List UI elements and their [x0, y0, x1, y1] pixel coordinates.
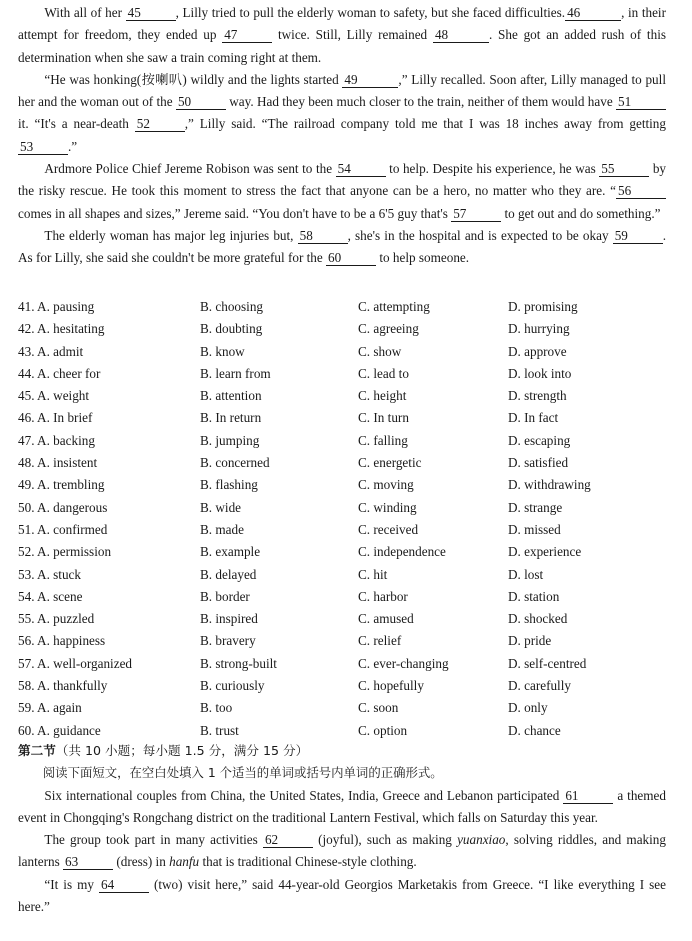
option-choice[interactable]: B. flashing [200, 477, 258, 493]
option-row [18, 653, 678, 675]
option-choice[interactable]: D. escaping [508, 432, 571, 448]
option-choice[interactable]: C. falling [358, 432, 408, 448]
option-choice[interactable]: D. In fact [508, 410, 559, 426]
option-choice[interactable]: D. pride [508, 633, 552, 649]
passage-text: , Lilly tried to pull the elderly woman to safety, but she faced difficulties. [175, 5, 566, 20]
section-heading [18, 740, 666, 762]
option-choice[interactable]: D. experience [508, 544, 582, 560]
passage-paragraph-2 [18, 69, 666, 158]
passage-text: a themed event in Chongqing's Rongchang district on the traditional Lantern Festival, which falls on Saturday this year. [18, 787, 666, 825]
option-choice[interactable]: B. learn from [200, 365, 271, 381]
option-row [18, 296, 678, 318]
option-choice[interactable]: C. In turn [358, 410, 409, 426]
option-row [18, 630, 678, 652]
italic-term: hanfu [169, 854, 200, 870]
passage-text: . She got an added rush of this determination when she saw a train coming right at them. [18, 27, 666, 65]
option-row [18, 318, 678, 340]
option-choice[interactable]: C. amused [358, 611, 414, 627]
blank-64[interactable]: 64 [99, 877, 149, 893]
option-choice[interactable]: D. station [508, 588, 560, 604]
option-choice[interactable]: 59. A. again [18, 700, 82, 716]
option-choice[interactable]: D. look into [508, 365, 572, 381]
option-row [18, 697, 678, 719]
option-choice[interactable]: 46. A. In brief [18, 410, 93, 426]
option-choice[interactable]: D. shocked [508, 611, 568, 627]
option-row [18, 363, 678, 385]
passage-paragraph-4 [18, 225, 666, 270]
blank-58[interactable]: 58 [298, 228, 348, 244]
option-row [18, 341, 678, 363]
cloze-passage [18, 2, 666, 270]
option-choice[interactable]: D. strange [508, 499, 563, 515]
option-choice[interactable]: 57. A. well-organized [18, 655, 133, 671]
passage-text: that is traditional Chinese-style clothing. [199, 854, 417, 870]
passage-text: ,” Lilly recalled. Soon after, Lilly managed to pull her and the woman out of the [18, 71, 666, 110]
option-choice[interactable]: C. independence [358, 544, 446, 560]
section-2 [18, 740, 666, 918]
option-choice[interactable]: C. lead to [358, 365, 409, 381]
blank-55[interactable]: 55 [599, 161, 649, 177]
option-choice[interactable]: D. hurrying [508, 321, 570, 337]
option-choice[interactable]: 58. A. thankfully [18, 678, 108, 694]
option-choice[interactable]: 42. A. hesitating [18, 321, 105, 337]
blank-56[interactable]: 56 [616, 183, 666, 199]
option-choice[interactable]: B. choosing [200, 299, 264, 314]
option-choice[interactable]: B. delayed [200, 566, 257, 582]
passage-text: The group took part in many activities [44, 832, 263, 848]
section2-paragraph-1 [18, 785, 666, 830]
option-row [18, 720, 678, 742]
passage-text: .” [68, 138, 78, 154]
option-choice[interactable]: D. satisfied [508, 455, 569, 471]
option-row [18, 497, 678, 519]
option-choice[interactable]: C. agreeing [358, 321, 419, 337]
option-choice[interactable]: C. ever-changing [358, 655, 449, 671]
passage-text: With all of her [44, 5, 126, 20]
section-heading-detail: （共 10 小题；每小题 1.5 分，满分 15 分） [55, 743, 309, 758]
option-row [18, 474, 678, 496]
option-choice[interactable]: C. energetic [358, 455, 422, 471]
passage-text: to help. Despite his experience, he was [385, 161, 600, 177]
option-choice[interactable]: B. concerned [200, 455, 270, 471]
option-row [18, 385, 678, 407]
blank-49[interactable]: 49 [342, 72, 398, 88]
option-choice[interactable]: D. promising [508, 299, 578, 314]
passage-paragraph-3 [18, 158, 666, 225]
option-row [18, 564, 678, 586]
option-choice[interactable]: C. soon [358, 700, 399, 716]
passage-text: comes in all shapes and sizes,” Jereme said. “You don't have to be a 6'5 guy that's [18, 205, 452, 221]
passage-text: to get out and do something.” [501, 205, 661, 221]
option-choice[interactable]: B. doubting [200, 321, 263, 337]
option-choice[interactable]: 54. A. scene [18, 588, 83, 604]
blank-46[interactable]: 46 [565, 5, 621, 21]
blank-54[interactable]: 54 [336, 161, 386, 177]
passage-text: (dress) in [113, 854, 170, 870]
passage-text: (two) visit here,” said 44-year-old Georgios Marketakis from Greece. “I like everything I see here.” [18, 876, 666, 915]
option-choice[interactable]: C. show [358, 343, 402, 359]
option-choice[interactable]: D. withdrawing [508, 477, 591, 493]
option-choice[interactable]: B. attention [200, 388, 262, 404]
blank-60[interactable]: 60 [326, 250, 376, 266]
option-choice[interactable]: 43. A. admit [18, 343, 84, 359]
passage-text: , in their attempt for freedom, they ended up [18, 5, 666, 43]
blank-62[interactable]: 62 [263, 832, 313, 848]
option-choice[interactable]: B. wide [200, 499, 242, 515]
option-row [18, 541, 678, 563]
option-choice[interactable]: D. carefully [508, 678, 571, 694]
option-row [18, 608, 678, 630]
italic-term: yuanxiao [457, 832, 506, 848]
option-choice[interactable]: 51. A. confirmed [18, 521, 108, 537]
option-choice[interactable]: 47. A. backing [18, 432, 95, 448]
option-choice[interactable]: C. harbor [358, 588, 408, 604]
passage-text: (joyful), such as making [312, 832, 458, 848]
option-choice[interactable]: B. jumping [200, 432, 260, 448]
option-choice[interactable]: C. attempting [358, 299, 430, 314]
blank-52[interactable]: 52 [135, 116, 185, 132]
option-choice[interactable]: 50. A. dangerous [18, 499, 108, 515]
blank-61[interactable]: 61 [563, 788, 613, 804]
blank-53[interactable]: 53 [18, 139, 68, 155]
passage-text: twice. Still, Lilly remained [272, 27, 433, 43]
section-instruction: 阅读下面短文，在空白处填入 1 个适当的单词或括号内单词的正确形式。 [42, 765, 443, 781]
passage-paragraph-1 [18, 2, 666, 69]
blank-59[interactable]: 59 [613, 228, 663, 244]
passage-text: . As for Lilly, she said she couldn't be more grateful for the [18, 227, 666, 266]
option-choice[interactable]: B. know [200, 343, 245, 359]
option-choice[interactable]: 56. A. happiness [18, 633, 106, 649]
blank-57[interactable]: 57 [451, 206, 501, 222]
option-choice[interactable]: 41. A. pausing [18, 299, 95, 314]
option-choice[interactable]: B. too [200, 700, 233, 716]
passage-text: “It is my [44, 876, 99, 892]
option-choice[interactable]: B. curiously [200, 678, 265, 694]
passage-text: by the risky rescue. He took this moment to stress the fact that anyone can be a hero, no matter who they are. “ [18, 161, 667, 199]
option-choice[interactable]: D. only [508, 700, 548, 716]
passage-text: ,” Lilly said. “The railroad company told me that I was 18 inches away from getting [184, 116, 666, 132]
passage-text: The elderly woman has major leg injuries but, [44, 227, 298, 243]
option-row [18, 675, 678, 697]
option-choice[interactable]: B. strong-built [200, 655, 277, 671]
option-choice[interactable]: B. bravery [200, 633, 256, 649]
blank-50[interactable]: 50 [176, 94, 226, 110]
option-choice[interactable]: D. chance [508, 722, 561, 738]
option-row [18, 586, 678, 608]
blank-47[interactable]: 47 [222, 27, 272, 43]
section-heading-label: 第二节 [18, 743, 56, 758]
option-choice[interactable]: B. In return [200, 410, 262, 426]
passage-text: Ardmore Police Chief Jereme Robison was sent to the [44, 161, 336, 177]
option-choice[interactable]: 53. A. stuck [18, 566, 82, 582]
option-choice[interactable]: C. height [358, 388, 407, 404]
passage-text: “He was honking(按喇叭) wildly and the lights started [44, 71, 343, 87]
passage-text: , she's in the hospital and is expected to be okay [347, 227, 613, 243]
option-choice[interactable]: C. moving [358, 477, 414, 493]
option-choice[interactable]: C. option [358, 722, 408, 738]
passage-text: it. “It's a near-death [18, 116, 135, 132]
option-choice[interactable]: C. received [358, 521, 419, 537]
option-choice[interactable]: 45. A. weight [18, 388, 90, 404]
option-choice[interactable]: B. made [200, 521, 244, 537]
option-choice[interactable]: 49. A. trembling [18, 477, 105, 493]
passage-text: to help someone. [376, 250, 470, 266]
option-choice[interactable]: D. approve [508, 343, 567, 359]
option-choice[interactable]: B. border [200, 588, 250, 604]
option-row [18, 519, 678, 541]
option-choice[interactable]: C. winding [358, 499, 417, 515]
blank-48[interactable]: 48 [433, 27, 489, 43]
option-choice[interactable]: B. trust [200, 722, 239, 738]
option-choice[interactable]: B. example [200, 544, 261, 560]
option-choice[interactable]: D. strength [508, 388, 567, 404]
option-choice[interactable]: 48. A. insistent [18, 455, 98, 471]
passage-text: Six international couples from China, the United States, India, Greece and Lebanon participated [44, 787, 564, 803]
option-choice[interactable]: C. hit [358, 566, 388, 582]
section2-paragraph-3 [18, 874, 666, 919]
option-row [18, 452, 678, 474]
section2-paragraph-2 [18, 829, 666, 874]
option-row [18, 407, 678, 429]
option-choice[interactable]: 44. A. cheer for [18, 365, 101, 381]
option-choice[interactable]: B. inspired [200, 611, 258, 627]
option-choice[interactable]: 52. A. permission [18, 544, 112, 560]
option-choice[interactable]: D. self-centred [508, 655, 587, 671]
answer-options-list [18, 296, 678, 742]
passage-text: , solving riddles, and making lanterns [18, 832, 666, 870]
passage-text: way. Had they been much closer to the train, neither of them would have [225, 94, 616, 110]
blank-51[interactable]: 51 [616, 94, 666, 110]
option-choice[interactable]: 55. A. puzzled [18, 611, 95, 627]
option-choice[interactable]: C. hopefully [358, 678, 424, 694]
option-row [18, 430, 678, 452]
option-choice[interactable]: 60. A. guidance [18, 722, 101, 738]
blank-63[interactable]: 63 [63, 854, 113, 870]
option-choice[interactable]: C. relief [358, 633, 402, 649]
option-choice[interactable]: D. lost [508, 566, 544, 582]
option-choice[interactable]: D. missed [508, 521, 561, 537]
blank-45[interactable]: 45 [126, 5, 176, 21]
